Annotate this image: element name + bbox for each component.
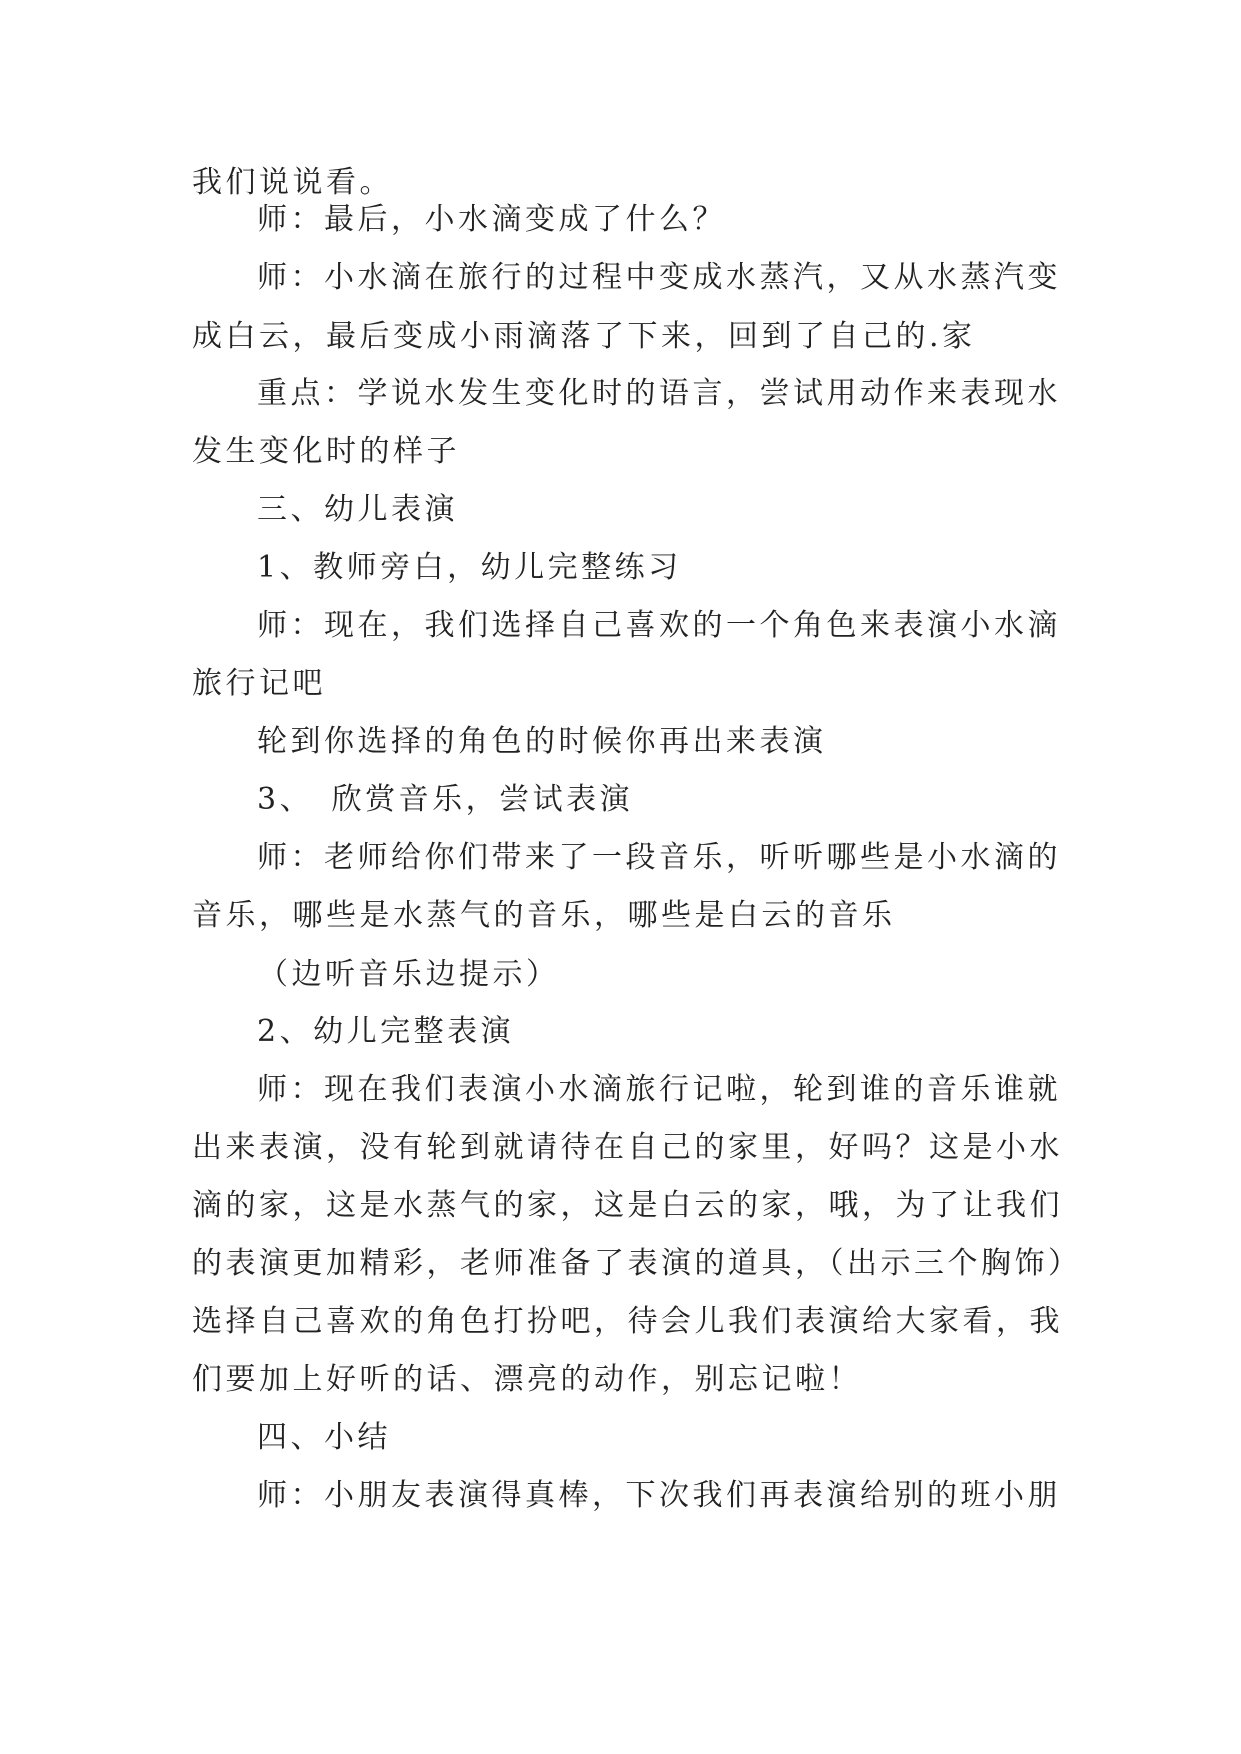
text-line: 选择自己喜欢的角色打扮吧，待会儿我们表演给大家看，我 (192, 1304, 1063, 1339)
text-line: （边听音乐边提示） (258, 957, 560, 992)
text-line: 的表演更加精彩，老师准备了表演的道具，（出示三个胸饰） (192, 1246, 1082, 1281)
text-line: 师：小朋友表演得真棒，下次我们再表演给别的班小朋 (257, 1478, 1061, 1513)
text-line: 我们说说看。 (192, 165, 393, 200)
text-line: 音乐，哪些是水蒸气的音乐，哪些是白云的音乐 (192, 898, 896, 933)
text-line: 师：小水滴在旅行的过程中变成水蒸汽，又从水蒸汽变 (257, 260, 1061, 295)
text-line: 成白云，最后变成小雨滴落了下来，回到了自己的.家 (192, 319, 976, 354)
text-line: 3、 欣赏音乐，尝试表演 (257, 782, 634, 817)
text-line: 滴的家，这是水蒸气的家，这是白云的家，哦，为了让我们 (192, 1188, 1063, 1223)
text-line: 师：最后，小水滴变成了什么？ (257, 202, 726, 237)
text-line: 轮到你选择的角色的时候你再出来表演 (257, 724, 827, 759)
text-line: 出来表演，没有轮到就请待在自己的家里，好吗？这是小水 (192, 1130, 1063, 1165)
text-line: 1、教师旁白，幼儿完整练习 (257, 550, 682, 585)
section-heading: 三、幼儿表演 (257, 492, 458, 527)
text-line: 发生变化时的样子 (192, 434, 460, 469)
section-heading: 四、小结 (257, 1420, 391, 1455)
text-line: 们要加上好听的话、漂亮的动作，别忘记啦！ (192, 1362, 862, 1397)
text-line: 师：现在，我们选择自己喜欢的一个角色来表演小水滴 (257, 608, 1061, 643)
text-line: 师：老师给你们带来了一段音乐，听听哪些是小水滴的 (257, 840, 1061, 875)
text-line: 重点：学说水发生变化时的语言，尝试用动作来表现水 (257, 376, 1061, 411)
text-line: 师：现在我们表演小水滴旅行记啦，轮到谁的音乐谁就 (257, 1072, 1061, 1107)
text-line: 旅行记吧 (192, 666, 326, 701)
text-line: 2、幼儿完整表演 (257, 1014, 515, 1049)
